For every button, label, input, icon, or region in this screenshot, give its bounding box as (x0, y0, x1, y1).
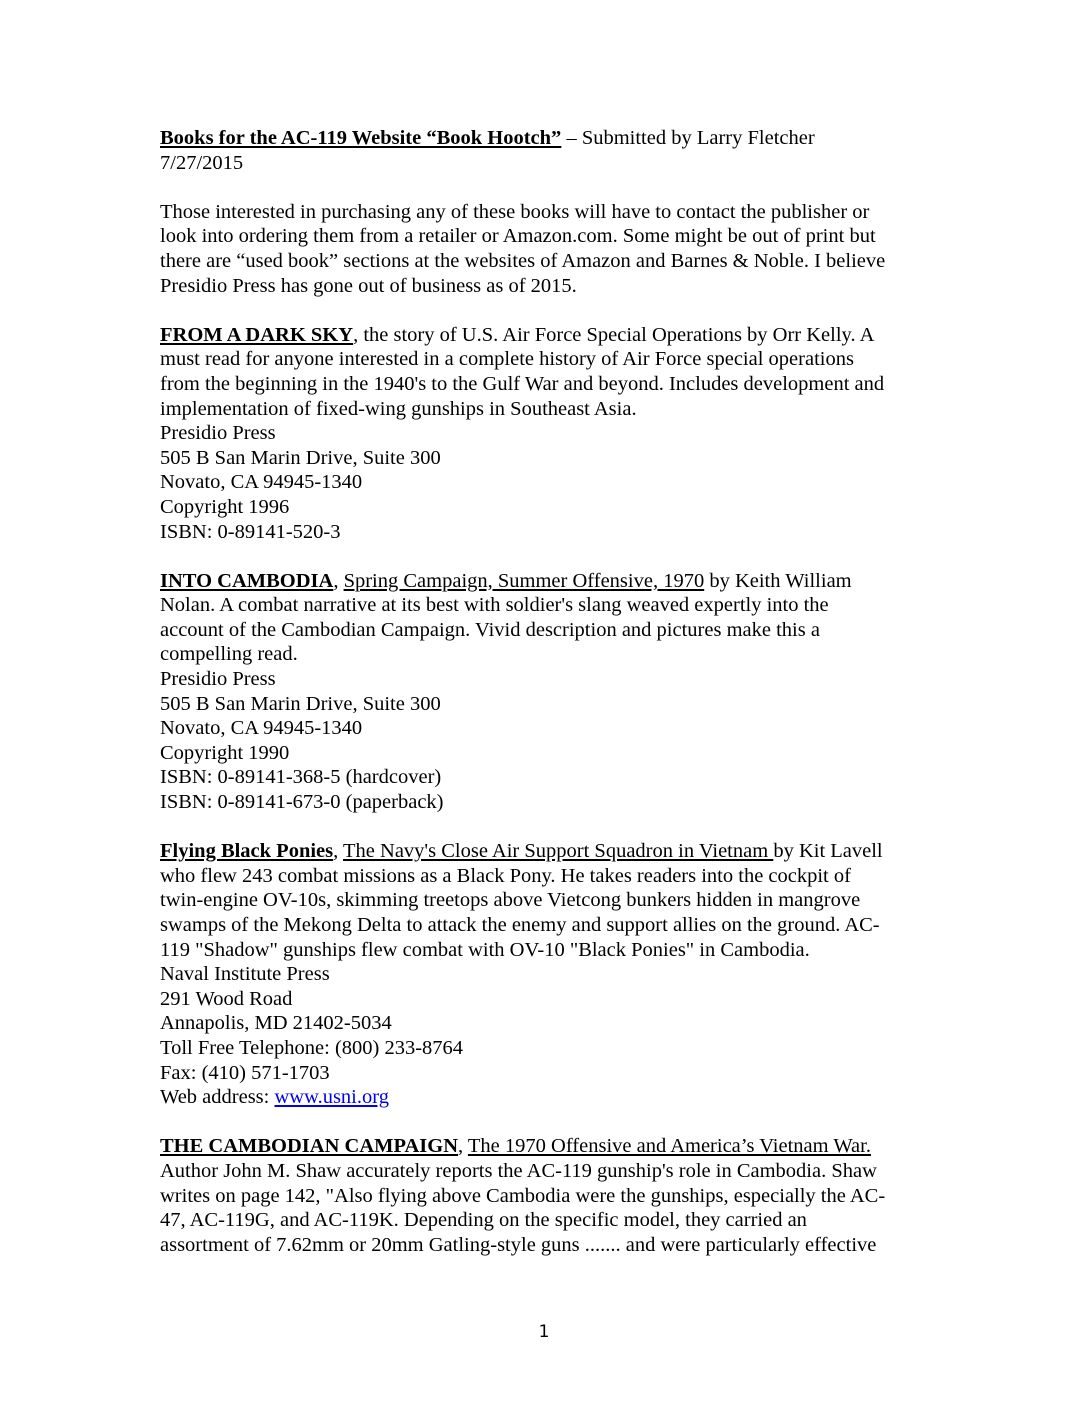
web-address-link[interactable]: www.usni.org (274, 1086, 389, 1109)
book-line: assortment of 7.62mm or 20mm Gatling-style guns ....... and were particularly effective (160, 1233, 877, 1256)
document-date: 7/27/2015 (160, 151, 244, 174)
book-description-start: , the story of U.S. Air Force Special Operations by Orr Kelly. A (353, 323, 875, 346)
book-title-line (160, 1134, 960, 1159)
publisher-city: Novato, CA 94945-1340 (160, 717, 363, 740)
intro-line: Those interested in purchasing any of these books will have to contact the publisher or (160, 200, 870, 223)
isbn-hardcover: ISBN: 0-89141-368-5 (hardcover) (160, 766, 442, 789)
book-line: 47, AC-119G, and AC-119K. Depending on the specific model, they carried an (160, 1209, 807, 1232)
publisher-address: 505 B San Marin Drive, Suite 300 (160, 446, 441, 469)
book-author-start: by Keith William (704, 569, 852, 592)
book-line: swamps of the Mekong Delta to attack the enemy and support allies on the ground. AC- (160, 914, 880, 936)
submitted-by: – Submitted by Larry Fletcher (561, 127, 815, 149)
intro-line: look into ordering them from a retailer or Amazon.com. Some might be out of print but (160, 225, 876, 248)
publisher-fax: Fax: (410) 571-1703 (160, 1061, 330, 1084)
web-address-line (160, 1085, 960, 1110)
book-title-line (160, 839, 960, 864)
title-separator: , (333, 840, 344, 863)
intro-line: Presidio Press has gone out of business as of 2015. (160, 274, 577, 297)
book-title: INTO CAMBODIA (160, 569, 334, 592)
publisher-address: 505 B San Marin Drive, Suite 300 (160, 692, 441, 715)
book-line: twin-engine OV-10s, skimming treetops above Vietcong bunkers hidden in mangrove (160, 889, 861, 912)
book-subtitle: Spring Campaign, Summer Offensive, 1970 (343, 569, 705, 592)
isbn: ISBN: 0-89141-520-3 (160, 520, 341, 543)
copyright: Copyright 1996 (160, 495, 290, 518)
isbn-paperback: ISBN: 0-89141-673-0 (paperback) (160, 791, 444, 814)
book-line: account of the Cambodian Campaign. Vivid description and pictures make this a (160, 618, 820, 641)
book-line: must read for anyone interested in a complete history of Air Force special operations (160, 348, 854, 371)
book-title-line (160, 569, 960, 594)
page-number: 1 (538, 1322, 550, 1342)
publisher-phone: Toll Free Telephone: (800) 233-8764 (160, 1036, 464, 1059)
document-body (160, 126, 960, 1282)
book-line: who flew 243 combat missions as a Black Pony. He takes readers into the cockpit of (160, 864, 851, 887)
book-line: from the beginning in the 1940's to the Gulf War and beyond. Includes development and (160, 372, 885, 395)
publisher-name: Presidio Press (160, 422, 276, 445)
book-title-line (160, 323, 960, 348)
book-entry (160, 323, 960, 544)
header-line (160, 126, 960, 151)
book-line: implementation of fixed-wing gunships in Southeast Asia. (160, 397, 637, 420)
publisher-name: Presidio Press (160, 668, 276, 691)
book-author-start: by Kit Lavell (773, 840, 883, 863)
intro-paragraph (160, 200, 960, 298)
book-subtitle: The Navy's Close Air Support Squadron in Vietnam (343, 840, 774, 863)
document-header (160, 126, 960, 175)
publisher-city: Novato, CA 94945-1340 (160, 471, 363, 494)
book-line: Nolan. A combat narrative at its best with soldier's slang weaved expertly into the (160, 594, 829, 617)
publisher-address: 291 Wood Road (160, 987, 293, 1010)
book-line: Author John M. Shaw accurately reports the AC-119 gunship's role in Cambodia. Shaw (160, 1159, 877, 1182)
book-line: writes on page 142, "Also flying above Cambodia were the gunships, especially the AC- (160, 1184, 886, 1207)
document-title: Books for the AC-119 Website “Book Hootch” (160, 127, 562, 149)
intro-line: there are “used book” sections at the websites of Amazon and Barnes & Noble. I believe (160, 249, 886, 272)
book-line: 119 "Shadow" gunships flew combat with OV-10 "Black Ponies" in Cambodia. (160, 938, 810, 961)
title-separator: , (458, 1135, 468, 1158)
publisher-city: Annapolis, MD 21402-5034 (160, 1012, 392, 1035)
web-address-label: Web address: (160, 1086, 275, 1109)
publisher-name: Naval Institute Press (160, 963, 330, 986)
book-subtitle: The 1970 Offensive and America’s Vietnam War. (467, 1135, 871, 1158)
book-entry (160, 569, 960, 815)
book-entry (160, 1134, 960, 1257)
book-title: THE CAMBODIAN CAMPAIGN (160, 1135, 459, 1158)
copyright: Copyright 1990 (160, 741, 290, 764)
book-title: FROM A DARK SKY (160, 323, 354, 346)
book-entry (160, 839, 960, 1110)
book-line: compelling read. (160, 643, 298, 666)
title-separator: , (333, 569, 344, 592)
book-title: Flying Black Ponies (160, 840, 334, 863)
